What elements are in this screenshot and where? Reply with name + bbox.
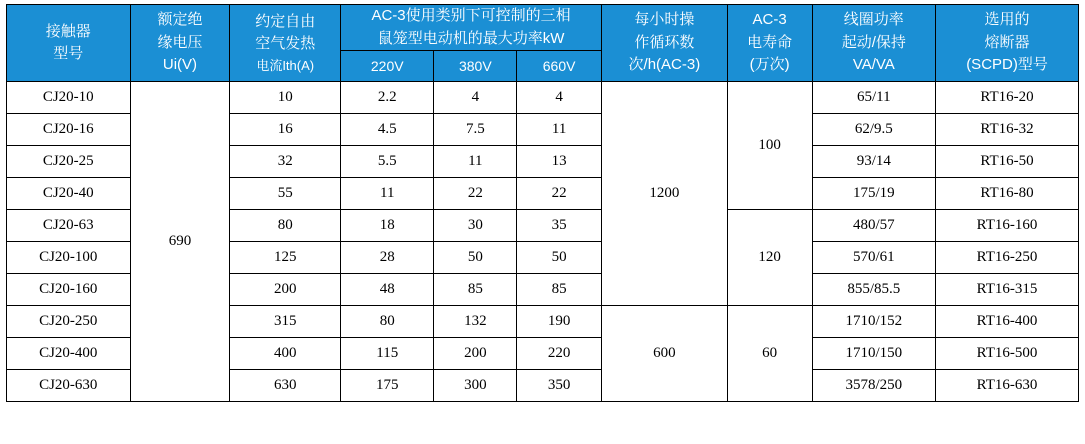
cell-coil-power: 1710/150 xyxy=(812,338,936,370)
cell-power-220v: 115 xyxy=(341,338,434,370)
header-ac3-power-group: AC-3使用类别下可控制的三相 鼠笼型电动机的最大功率kW xyxy=(341,5,602,51)
spec-table-page xyxy=(0,4,1085,444)
cell-operating-cycles: 600 xyxy=(602,306,728,402)
cell-coil-power: 855/85.5 xyxy=(812,274,936,306)
table-row xyxy=(7,82,1079,114)
cell-thermal-current: 32 xyxy=(230,146,341,178)
cell-electrical-life: 120 xyxy=(727,210,812,306)
header-coil-power: 线圈功率 起动/保持 VA/VA xyxy=(812,5,936,82)
cell-coil-power: 1710/152 xyxy=(812,306,936,338)
cell-model: CJ20-63 xyxy=(7,210,131,242)
cell-fuse-type: RT16-20 xyxy=(936,82,1079,114)
cell-power-660v: 85 xyxy=(517,274,602,306)
cell-power-380v: 50 xyxy=(434,242,517,274)
cell-power-660v: 11 xyxy=(517,114,602,146)
cell-coil-power: 3578/250 xyxy=(812,370,936,402)
cell-power-380v: 200 xyxy=(434,338,517,370)
cell-power-380v: 85 xyxy=(434,274,517,306)
cell-power-660v: 4 xyxy=(517,82,602,114)
cell-thermal-current: 10 xyxy=(230,82,341,114)
cell-fuse-type: RT16-50 xyxy=(936,146,1079,178)
cell-power-660v: 50 xyxy=(517,242,602,274)
cell-coil-power: 175/19 xyxy=(812,178,936,210)
cell-thermal-current: 55 xyxy=(230,178,341,210)
cell-coil-power: 65/11 xyxy=(812,82,936,114)
header-row-main xyxy=(7,5,1079,51)
cell-thermal-current: 80 xyxy=(230,210,341,242)
cell-thermal-current: 400 xyxy=(230,338,341,370)
cell-thermal-current: 16 xyxy=(230,114,341,146)
header-ac3-660v: 660V xyxy=(517,51,602,82)
cell-electrical-life: 100 xyxy=(727,82,812,210)
header-electrical-life: AC-3 电寿命 (万次) xyxy=(727,5,812,82)
cell-model: CJ20-10 xyxy=(7,82,131,114)
cell-power-660v: 13 xyxy=(517,146,602,178)
cell-model: CJ20-630 xyxy=(7,370,131,402)
cell-fuse-type: RT16-400 xyxy=(936,306,1079,338)
header-insulation-voltage: 额定绝 缘电压 Ui(V) xyxy=(130,5,230,82)
cell-fuse-type: RT16-250 xyxy=(936,242,1079,274)
cell-fuse-type: RT16-630 xyxy=(936,370,1079,402)
cell-power-220v: 18 xyxy=(341,210,434,242)
cell-fuse-type: RT16-160 xyxy=(936,210,1079,242)
cell-power-220v: 2.2 xyxy=(341,82,434,114)
cell-electrical-life: 60 xyxy=(727,306,812,402)
cell-power-220v: 175 xyxy=(341,370,434,402)
header-operating-cycles: 每小时操 作循环数 次/h(AC-3) xyxy=(602,5,728,82)
cell-thermal-current: 315 xyxy=(230,306,341,338)
cell-thermal-current: 200 xyxy=(230,274,341,306)
cell-power-660v: 22 xyxy=(517,178,602,210)
header-fuse-type: 选用的 熔断器 (SCPD)型号 xyxy=(936,5,1079,82)
header-model: 接触器 型号 xyxy=(7,5,131,82)
cell-power-380v: 30 xyxy=(434,210,517,242)
cell-model: CJ20-16 xyxy=(7,114,131,146)
cell-model: CJ20-25 xyxy=(7,146,131,178)
cell-power-380v: 4 xyxy=(434,82,517,114)
cell-power-220v: 4.5 xyxy=(341,114,434,146)
cell-thermal-current: 630 xyxy=(230,370,341,402)
cell-power-380v: 11 xyxy=(434,146,517,178)
cell-coil-power: 480/57 xyxy=(812,210,936,242)
cell-insulation-voltage: 690 xyxy=(130,82,230,402)
header-ac3-380v: 380V xyxy=(434,51,517,82)
cell-power-660v: 190 xyxy=(517,306,602,338)
cell-fuse-type: RT16-80 xyxy=(936,178,1079,210)
cell-power-380v: 132 xyxy=(434,306,517,338)
cell-power-220v: 11 xyxy=(341,178,434,210)
cell-fuse-type: RT16-32 xyxy=(936,114,1079,146)
cell-coil-power: 570/61 xyxy=(812,242,936,274)
header-ac3-220v: 220V xyxy=(341,51,434,82)
cell-power-220v: 28 xyxy=(341,242,434,274)
cell-power-660v: 35 xyxy=(517,210,602,242)
table-header xyxy=(7,5,1079,82)
cell-model: CJ20-250 xyxy=(7,306,131,338)
cell-thermal-current: 125 xyxy=(230,242,341,274)
cell-power-220v: 5.5 xyxy=(341,146,434,178)
cell-model: CJ20-400 xyxy=(7,338,131,370)
cell-model: CJ20-160 xyxy=(7,274,131,306)
table-body xyxy=(7,82,1079,402)
cell-coil-power: 62/9.5 xyxy=(812,114,936,146)
cell-power-380v: 300 xyxy=(434,370,517,402)
contactor-spec-table xyxy=(6,4,1079,402)
cell-coil-power: 93/14 xyxy=(812,146,936,178)
cell-operating-cycles: 1200 xyxy=(602,82,728,306)
cell-power-660v: 220 xyxy=(517,338,602,370)
cell-power-380v: 22 xyxy=(434,178,517,210)
cell-model: CJ20-100 xyxy=(7,242,131,274)
cell-fuse-type: RT16-315 xyxy=(936,274,1079,306)
cell-power-380v: 7.5 xyxy=(434,114,517,146)
cell-fuse-type: RT16-500 xyxy=(936,338,1079,370)
header-thermal-current: 约定自由 空气发热 电流Ith(A) xyxy=(230,5,341,82)
cell-power-660v: 350 xyxy=(517,370,602,402)
cell-model: CJ20-40 xyxy=(7,178,131,210)
cell-power-220v: 48 xyxy=(341,274,434,306)
cell-power-220v: 80 xyxy=(341,306,434,338)
